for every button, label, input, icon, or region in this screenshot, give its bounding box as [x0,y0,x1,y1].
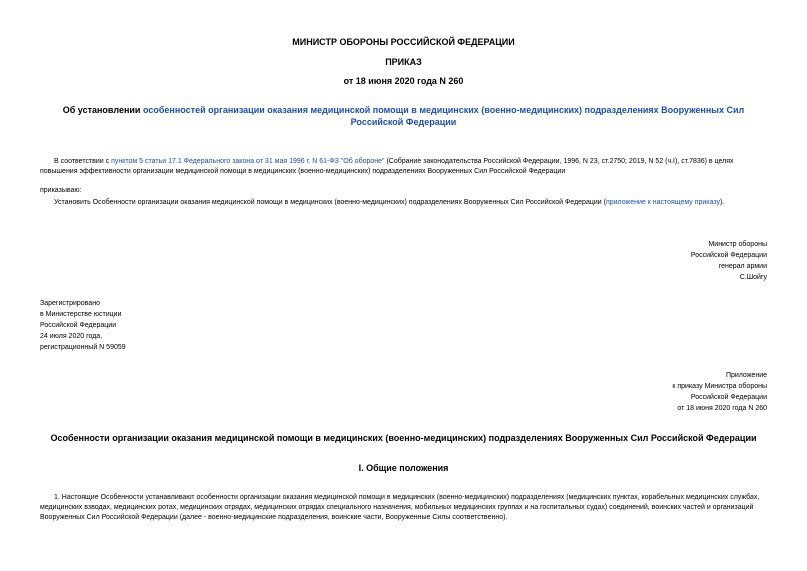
order-title-prefix: Об установлении [62,105,143,115]
registration-line-3: Российской Федерации [40,322,117,329]
appendix-link[interactable]: приложение к настоящему приказу [605,199,720,206]
preamble-text-start: В соответствии с [54,158,112,165]
appendix-ref-line-4: от 18 июня 2020 года N 260 [677,405,767,412]
authority-heading: МИНИСТР ОБОРОНЫ РОССИЙСКОЙ ФЕДЕРАЦИИ [292,37,515,47]
order-verb: приказываю: [40,187,82,194]
appendix-ref-line-3: Российской Федерации [690,394,767,401]
registration-block [40,298,126,353]
registration-line-4: 24 июля 2020 года, [40,333,103,340]
appendix-ref-line-2: к приказу Министра обороны [672,383,767,390]
registration-line-2: в Министерстве юстиции [40,311,122,318]
order-text: Установить Особенности организации оказания медицинской помощи в медицинских (военно-медицинских) подразделениях Вооруженных Сил Российской Федерации ( [54,199,606,206]
order-text-end: ). [719,199,725,206]
section-title: I. Общие положения [358,463,449,473]
signature-line-4: С.Шойгу [739,274,767,281]
signature-line-3: генерал армии [718,263,767,270]
registration-line-1: Зарегистрировано [40,300,100,307]
doc-type-heading: ПРИКАЗ [385,57,422,67]
preamble-paragraph [40,157,767,177]
paragraph-1: 1. Настоящие Особенности устанавливают особенности организации оказания медицинской помощи в медицинских (военно-медицинских) подразделениях (медицинских пунктах, корабельных медицинских службах, медицинских взводах, медицинских ротах, медицинских отрядах, медицинских отрядах специального назначения, мобильных медицинских группах и на госпитальных судах) соединений, воинских частей и организаций Вооруженных Сил Российской Федерации (далее - военно-медицинские подразделения, воинские части, Вооруженные Силы соответственно). [40,494,760,521]
signature-block [691,239,767,283]
appendix-ref-line-1: Приложение [725,372,767,379]
order-date-number: от 18 июня 2020 года N 260 [343,76,464,86]
signature-line-2: Российской Федерации [690,252,767,259]
signature-line-1: Министр обороны [708,241,767,248]
appendix-reference-block [672,370,767,414]
order-paragraph [54,198,767,208]
order-title-link[interactable]: особенностей организации оказания медицинской помощи в медицинских (военно-медицинских) подразделениях Вооруженных Сил Российской Федерации [142,105,745,127]
appendix-title: Особенности организации оказания медицинской помощи в медицинских (военно-медицинских) подразделениях Вооруженных Сил Российской Федерации [50,433,757,443]
order-title [40,104,767,128]
preamble-text-end: (Собрание законодательства Российской Федерации, 1996, N 23, ст.2750; 2019, N 52 (ч.I), ст.7836) в целях повышения эффективности организации медицинской помощи в медицинских (военно-медицинских) подразделениях Вооруженных Сил Российской Федерации [40,158,734,175]
registration-line-5: регистрационный N 59059 [40,344,126,351]
federal-law-link[interactable]: пунктом 5 статьи 17.1 Федерального закона от 31 мая 1996 г. N 61-ФЗ "Об обороне" [111,158,385,165]
